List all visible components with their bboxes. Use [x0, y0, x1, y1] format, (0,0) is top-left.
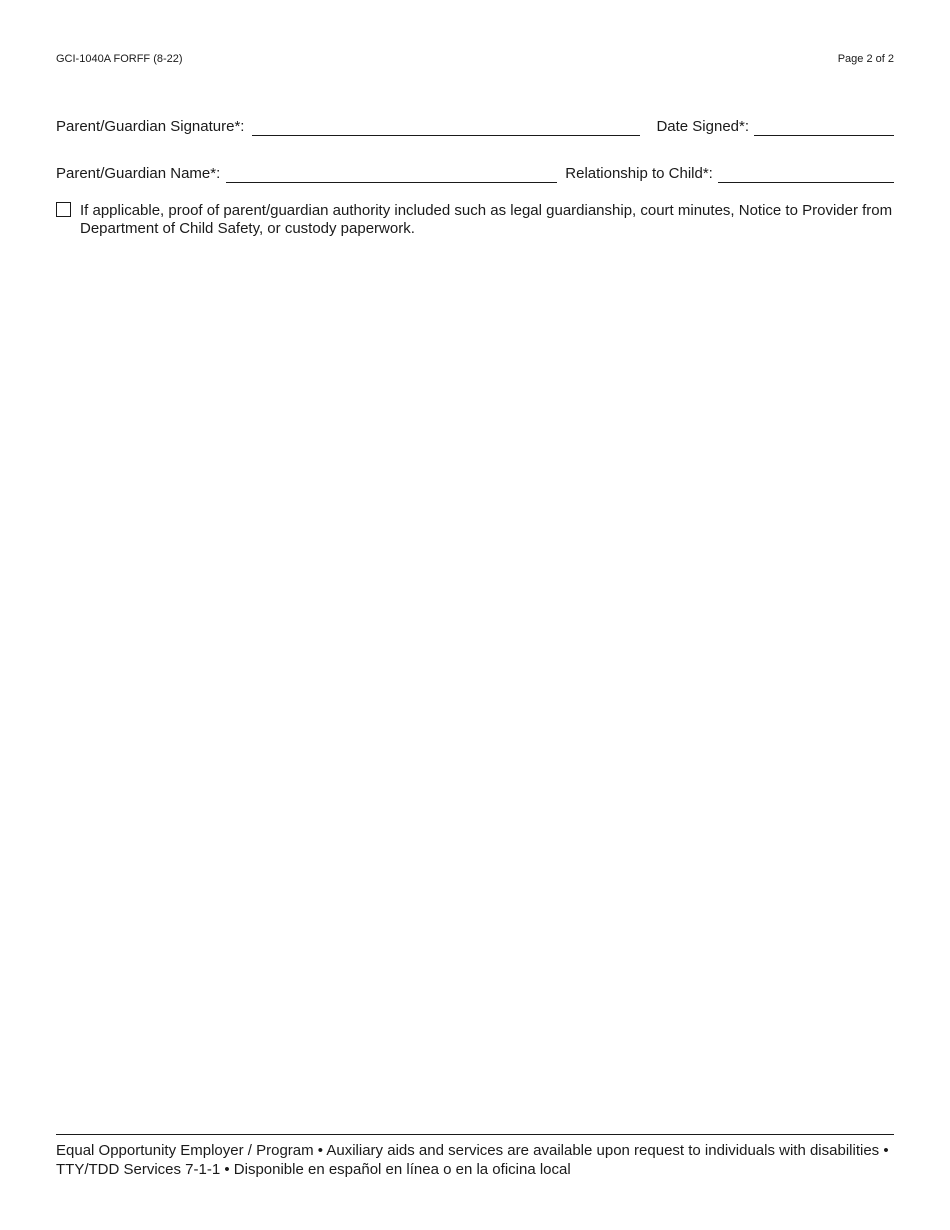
- relationship-label: Relationship to Child*:: [565, 165, 713, 182]
- authority-proof-checkbox[interactable]: [56, 202, 71, 217]
- guardian-name-field[interactable]: [226, 166, 557, 183]
- signature-row: [56, 118, 894, 136]
- authority-proof-row: [56, 202, 894, 238]
- relationship-field[interactable]: [718, 166, 894, 183]
- form-id: GCI-1040A FORFF (8-22): [56, 53, 183, 65]
- signature-field[interactable]: [252, 119, 640, 136]
- guardian-name-label: Parent/Guardian Name*:: [56, 165, 221, 182]
- footer-notice: Equal Opportunity Employer / Program • Auxiliary aids and services are available upon request to individuals with disabilities • TTY/TDD Services 7-1-1 • Disponible en español en línea o en la oficina local: [56, 1134, 894, 1179]
- authority-proof-text: If applicable, proof of parent/guardian authority included such as legal guardianship, court minutes, Notice to Provider from Department of Child Safety, or custody paperwork.: [80, 202, 893, 237]
- page-number: Page 2 of 2: [837, 53, 894, 65]
- date-signed-field[interactable]: [754, 119, 894, 136]
- date-signed-label: Date Signed*:: [656, 118, 750, 135]
- name-row: [56, 165, 894, 183]
- signature-label: Parent/Guardian Signature*:: [56, 118, 245, 135]
